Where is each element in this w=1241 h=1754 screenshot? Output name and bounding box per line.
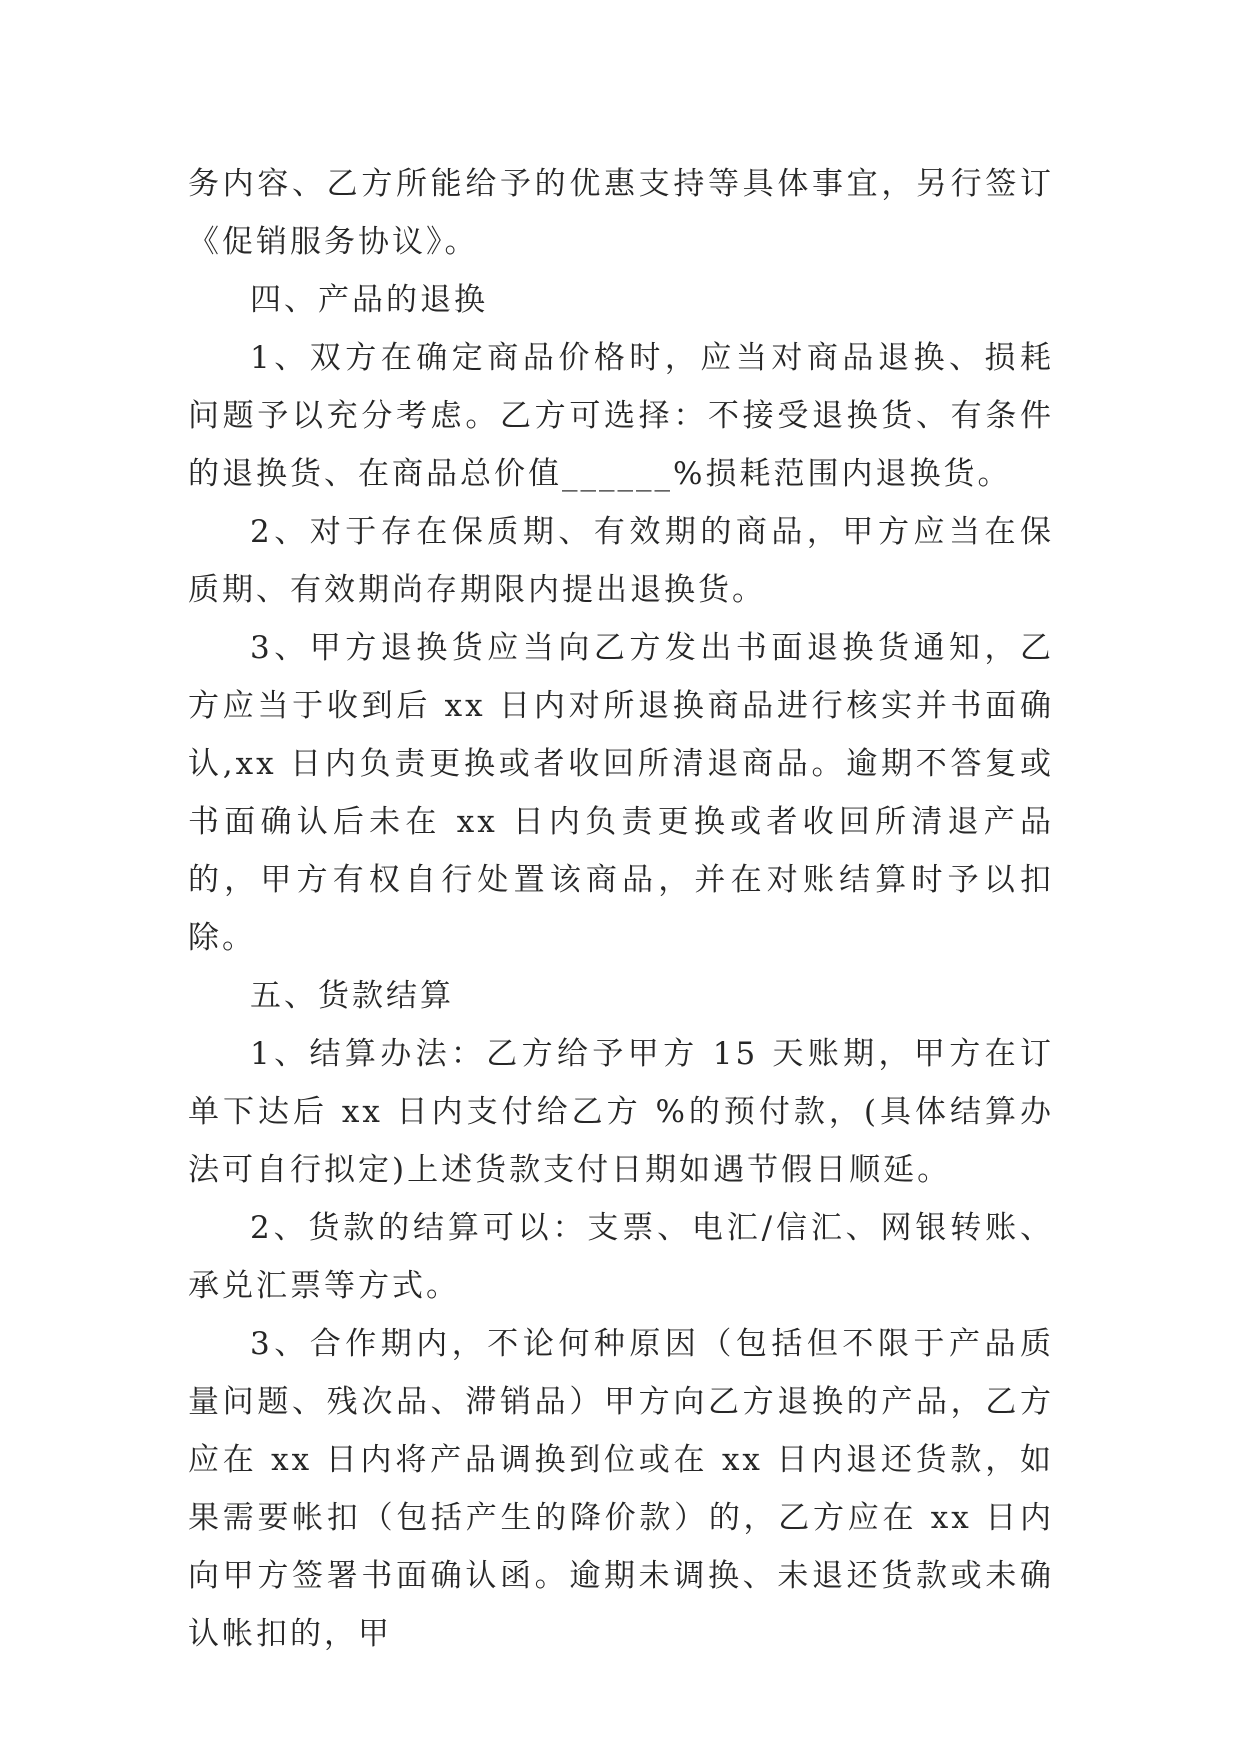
paragraph: 2、对于存在保质期、有效期的商品，甲方应当在保质期、有效期尚存期限内提出退换货。 bbox=[188, 514, 1054, 608]
paragraph: 1、结算办法：乙方给予甲方 15 天账期，甲方在订单下达后 xx 日内支付给乙方 %的预付款，(具体结算办法可自行拟定)上述货款支付日期如遇节假日顺延。 bbox=[188, 1036, 1054, 1188]
paragraph: 1、双方在确定商品价格时，应当对商品退换、损耗问题予以充分考虑。乙方可选择：不接受退换货、有条件的退换货、在商品总价值______%损耗范围内退换货。 bbox=[188, 340, 1054, 492]
paragraph: 2、货款的结算可以：支票、电汇/信汇、网银转账、承兑汇票等方式。 bbox=[188, 1210, 1054, 1304]
paragraph: 3、合作期内，不论何种原因（包括但不限于产品质量问题、残次品、滞销品）甲方向乙方退换的产品，乙方应在 xx 日内将产品调换到位或在 xx 日内退还货款，如果需要帐扣（包括产生的降价款）的，乙方应在 xx 日内向甲方签署书面确认函。逾期未调换、未退还货款或未确认帐扣的，甲 bbox=[188, 1326, 1054, 1652]
paragraph-continuation: 务内容、乙方所能给予的优惠支持等具体事宜，另行签订《促销服务协议》。 bbox=[188, 166, 1054, 260]
paragraph: 3、甲方退换货应当向乙方发出书面退换货通知，乙方应当于收到后 xx 日内对所退换商品进行核实并书面确认,xx 日内负责更换或者收回所清退商品。逾期不答复或书面确认后未在 xx 日内负责更换或者收回所清退产品的，甲方有权自行处置该商品，并在对账结算时予以扣除。 bbox=[188, 630, 1054, 956]
section-heading-returns: 四、产品的退换 bbox=[250, 282, 488, 318]
section-heading-settlement: 五、货款结算 bbox=[250, 978, 454, 1014]
document-body bbox=[188, 155, 1054, 1663]
